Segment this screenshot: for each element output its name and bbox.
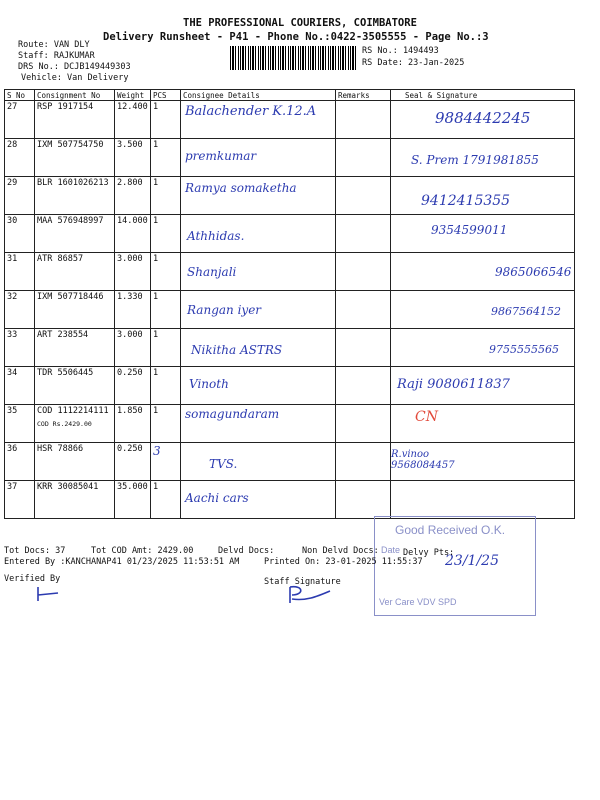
- consignment-no: ART 238554: [35, 329, 115, 367]
- consignee-cell: [181, 139, 336, 177]
- weight: 3.000: [115, 329, 151, 367]
- drs-no: DRS No.: DCJB149449303: [18, 62, 131, 72]
- stamp-date: 23/1/25: [445, 553, 499, 569]
- sno: 34: [5, 367, 35, 405]
- weight: 3.000: [115, 253, 151, 291]
- consignee-name: Shanjali: [187, 265, 237, 279]
- consignee-name: Nikitha ASTRS: [191, 343, 283, 357]
- printed-on: Printed On: 23-01-2025 11:55:37: [264, 557, 423, 567]
- sno: 29: [5, 177, 35, 215]
- signature-cell: [391, 405, 575, 443]
- table-row: [5, 405, 575, 443]
- consignee-cell: [181, 101, 336, 139]
- signature-cell: [391, 367, 575, 405]
- signature-text: R.vinoo 9568084457: [391, 449, 455, 471]
- weight: 3.500: [115, 139, 151, 177]
- consignee-cell: [181, 367, 336, 405]
- pcs: [151, 443, 181, 481]
- pcs: 1: [151, 291, 181, 329]
- stamp-date-label: Date: [381, 545, 401, 555]
- consignee-name: TVS.: [209, 457, 238, 471]
- consignee-cell: [181, 329, 336, 367]
- pcs: 1: [151, 101, 181, 139]
- route-label: Route: VAN DLY: [18, 40, 90, 50]
- staff-signature-label: Staff Signature: [264, 577, 341, 587]
- signature-cell: [391, 291, 575, 329]
- col-pcs: PCS: [151, 90, 181, 101]
- consignee-cell: [181, 177, 336, 215]
- consignee-name: Aachi cars: [185, 491, 249, 505]
- table-row: [5, 139, 575, 177]
- consignment-value: COD 1112214111: [37, 406, 109, 416]
- consignment-no: KRR 30085041: [35, 481, 115, 519]
- consignee-cell: [181, 443, 336, 481]
- signature-text: 9755555565: [489, 343, 559, 356]
- remarks: [336, 481, 391, 519]
- signature-cell: [391, 443, 575, 481]
- pcs: 1: [151, 405, 181, 443]
- sno: 27: [5, 101, 35, 139]
- table-row: [5, 101, 575, 139]
- weight: 0.250: [115, 367, 151, 405]
- remarks: [336, 329, 391, 367]
- pcs: 1: [151, 177, 181, 215]
- signature-text: CN: [415, 409, 438, 425]
- pcs: 1: [151, 253, 181, 291]
- weight: 1.330: [115, 291, 151, 329]
- table-row: [5, 443, 575, 481]
- pcs: 1: [151, 215, 181, 253]
- non-delvd-docs: Non Delvd Docs:: [302, 546, 379, 556]
- tot-cod: Tot COD Amt: 2429.00: [91, 546, 194, 556]
- consignee-name: premkumar: [185, 149, 257, 163]
- col-remarks: Remarks: [336, 90, 391, 101]
- remarks: [336, 367, 391, 405]
- consignee-cell: [181, 291, 336, 329]
- consignee-name: Rangan iyer: [187, 303, 262, 317]
- sno: 37: [5, 481, 35, 519]
- stamp-footer: Ver Care VDV SPD: [379, 597, 457, 607]
- signature-text: 9884442245: [435, 109, 531, 127]
- table-row: [5, 367, 575, 405]
- runsheet-table: [4, 89, 575, 519]
- pcs: 1: [151, 367, 181, 405]
- consignment-no: IXM 507718446: [35, 291, 115, 329]
- consignment-no: TDR 5506445: [35, 367, 115, 405]
- signature-text: 9354599011: [431, 223, 508, 237]
- pcs: 1: [151, 139, 181, 177]
- consignment-no: RSP 1917154: [35, 101, 115, 139]
- consignee-cell: [181, 481, 336, 519]
- pcs-value: 3: [153, 444, 161, 458]
- signature-text: S. Prem 1791981855: [411, 153, 539, 167]
- consignment-no: HSR 78866: [35, 443, 115, 481]
- remarks: [336, 443, 391, 481]
- signature-cell: [391, 101, 575, 139]
- signature-cell: [391, 177, 575, 215]
- sno: 32: [5, 291, 35, 329]
- table-row: [5, 177, 575, 215]
- consignee-name: Ramya somaketha: [185, 181, 297, 195]
- tot-docs: Tot Docs: 37: [4, 546, 66, 556]
- consignment-no: ATR 86857: [35, 253, 115, 291]
- consignment-no: BLR 1601026213: [35, 177, 115, 215]
- remarks: [336, 139, 391, 177]
- consignment-no: [35, 405, 115, 443]
- table-header-row: [5, 90, 575, 101]
- remarks: [336, 253, 391, 291]
- col-consignee: Consignee Details: [181, 90, 336, 101]
- sno: 31: [5, 253, 35, 291]
- signature-text: 9867564152: [491, 305, 561, 318]
- signature-text: 9865066546: [495, 265, 572, 279]
- vehicle-label: Vehicle: Van Delivery: [21, 73, 129, 83]
- sno: 28: [5, 139, 35, 177]
- remarks: [336, 177, 391, 215]
- weight: 35.000: [115, 481, 151, 519]
- consignment-no: MAA 576948997: [35, 215, 115, 253]
- sno: 30: [5, 215, 35, 253]
- col-signature: Seal & Signature: [391, 90, 575, 101]
- delvd-docs: Delvd Docs:: [218, 546, 275, 556]
- signature-cell: [391, 481, 575, 519]
- signature-cell: [391, 215, 575, 253]
- consignee-cell: [181, 253, 336, 291]
- table-row: [5, 215, 575, 253]
- pcs: 1: [151, 329, 181, 367]
- rs-no: RS No.: 1494493: [362, 46, 439, 56]
- consignee-name: Vinoth: [189, 377, 229, 391]
- remarks: [336, 215, 391, 253]
- sno: 36: [5, 443, 35, 481]
- consignee-cell: [181, 215, 336, 253]
- signature-cell: [391, 139, 575, 177]
- signature-text: Raji 9080611837: [397, 377, 510, 392]
- remarks: [336, 291, 391, 329]
- cod-amount: COD Rs.2429.00: [37, 420, 92, 428]
- pcs: 1: [151, 481, 181, 519]
- sno: 33: [5, 329, 35, 367]
- table-row: [5, 291, 575, 329]
- signature-cell: [391, 253, 575, 291]
- verified-signature-mark: [30, 585, 70, 605]
- weight: 14.000: [115, 215, 151, 253]
- staff-label: Staff: RAJKUMAR: [18, 51, 95, 61]
- col-sno: S No: [5, 90, 35, 101]
- col-consignment: Consignment No: [35, 90, 115, 101]
- weight: 2.800: [115, 177, 151, 215]
- weight: [115, 443, 151, 481]
- verified-by: Verified By: [4, 574, 61, 584]
- signature-text: 9412415355: [421, 193, 511, 209]
- runsheet-line: Delivery Runsheet - P41 - Phone No.:0422-3505555 - Page No.:3: [103, 31, 489, 43]
- staff-signature-mark: [286, 583, 336, 607]
- consignee-name: somagundaram: [185, 407, 280, 421]
- table-row: [5, 481, 575, 519]
- barcode: [230, 46, 358, 70]
- consignee-name: Balachender K.12.A: [185, 104, 317, 119]
- consignee-name: Athhidas.: [187, 229, 245, 243]
- entered-by: Entered By :KANCHANAP41 01/23/2025 11:53:51 AM: [4, 557, 240, 567]
- company-title: THE PROFESSIONAL COURIERS, COIMBATORE: [183, 17, 417, 29]
- consignee-cell: [181, 405, 336, 443]
- delvy-pts: Delvy Pts:: [403, 548, 455, 558]
- sno: 35: [5, 405, 35, 443]
- signature-cell: [391, 329, 575, 367]
- table-row: [5, 329, 575, 367]
- weight-value: 0.250: [117, 444, 143, 454]
- remarks: [336, 405, 391, 443]
- table-row: [5, 253, 575, 291]
- remarks: [336, 101, 391, 139]
- col-weight: Weight: [115, 90, 151, 101]
- weight: 1.850: [115, 405, 151, 443]
- consignment-no: IXM 507754750: [35, 139, 115, 177]
- weight: 12.400: [115, 101, 151, 139]
- rs-date: RS Date: 23-Jan-2025: [362, 58, 465, 68]
- stamp-text: Good Received O.K.: [395, 523, 506, 537]
